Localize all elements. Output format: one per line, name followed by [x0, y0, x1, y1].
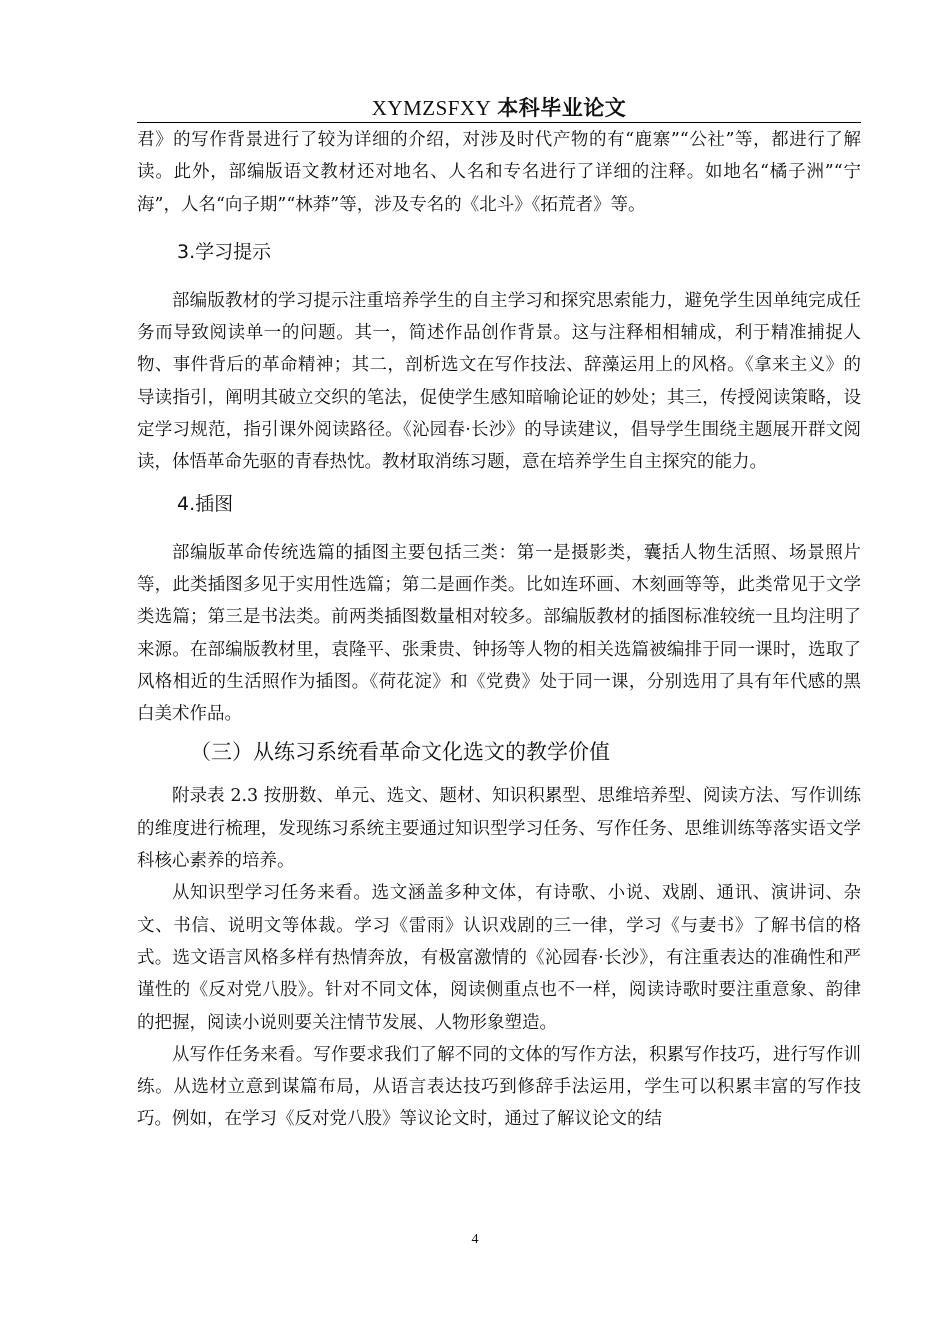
header-code: XYMZSFXY [371, 96, 492, 120]
intro-paragraph: 君》的写作背景进行了较为详细的介绍，对涉及时代产物的有“鹿寨”“公社”等，都进行了解读。此外，部编版语文教材还对地名、人名和专名进行了详细的注释。如地名“橘子洲”“宁海”，人名“向子期”“林莽”等，涉及专名的《北斗》《拓荒者》等。 [137, 130, 861, 215]
page-number: 4 [471, 1232, 479, 1247]
header-title: 本科毕业论文 [497, 96, 627, 120]
section-paragraph-1: 附录表 2.3 按册数、单元、选文、题材、知识积累型、思维培养型、阅读方法、写作训练的维度进行梳理，发现练习系统主要通过知识型学习任务、写作任务、思维训练等落实语文学科核心素养的培养。 [137, 786, 861, 872]
subsection-4-title: 4.插图 [177, 492, 234, 515]
subsection-3-title: 3.学习提示 [177, 240, 272, 263]
page-header [137, 92, 861, 122]
header-rule [137, 122, 861, 123]
document-body [137, 124, 861, 1136]
section-title: （三）从练习系统看革命文化选文的教学价值 [190, 740, 610, 765]
section-paragraph-3: 从写作任务来看。写作要求我们了解不同的文体的写作方法，积累写作技巧，进行写作训练。从选材立意到谋篇布局，从语言表达技巧到修辞手法运用，学生可以积累丰富的写作技巧。例如，在学习《反对党八股》等议论文时，通过了解议论文的结 [137, 1044, 861, 1130]
subsection-4-paragraph: 部编版革命传统选篇的插图主要包括三类：第一是摄影类，囊括人物生活照、场景照片等，此类插图多见于实用性选篇；第二是画作类。比如连环画、木刻画等等，此类常见于文学类选篇；第三是书法类。前两类插图数量相对较多。部编版教材的插图标准较统一且均注明了来源。在部编版教材里，袁隆平、张秉贵、钟扬等人物的相关选篇被编排于同一课时，选取了风格相近的生活照作为插图。《荷花淀》和《党费》处于同一课，分别选用了具有年代感的黑白美术作品。 [137, 542, 861, 725]
subsection-3-paragraph: 部编版教材的学习提示注重培养学生的自主学习和探究思索能力，避免学生因单纯完成任务而导致阅读单一的问题。其一，简述作品创作背景。这与注释相相辅成，利于精准捕捉人物、事件背后的革命精神；其二，剖析选文在写作技法、辞藻运用上的风格。《拿来主义》的导读指引，阐明其破立交织的笔法，促使学生感知暗喻论证的妙处；其三，传授阅读策略，设定学习规范，指引课外阅读路径。《沁园春·长沙》的导读建议，倡导学生围绕主题展开群文阅读，体悟革命先驱的青春热忱。教材取消练习题，意在培养学生自主探究的能力。 [137, 290, 861, 473]
section-paragraph-2: 从知识型学习任务来看。选文涵盖多种文体，有诗歌、小说、戏剧、通讯、演讲词、杂文、书信、说明文等体裁。学习《雷雨》认识戏剧的三一律，学习《与妻书》了解书信的格式。选文语言风格多样有热情奔放，有极富激情的《沁园春·长沙》，有注重表达的准确性和严谨性的《反对党八股》。针对不同文体，阅读侧重点也不一样，阅读诗歌时要注重意象、韵律的把握，阅读小说则要关注情节发展、人物形象塑造。 [137, 883, 861, 1033]
